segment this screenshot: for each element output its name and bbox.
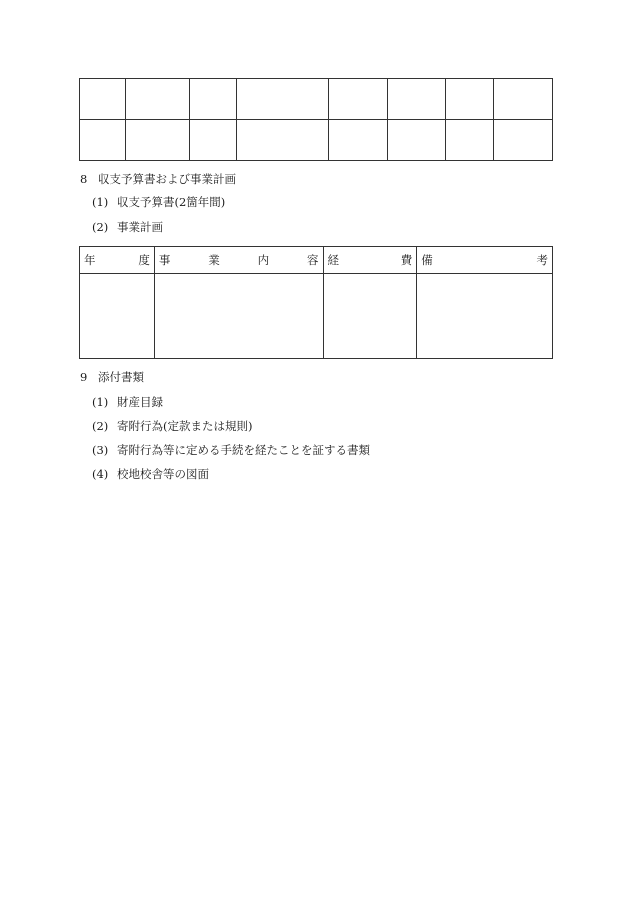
header-business-content <box>154 247 323 274</box>
list-item <box>92 220 163 234</box>
table-cell <box>125 79 189 120</box>
item-text: 寄附行為等に定める手続を経たことを証する書類 <box>117 443 370 457</box>
section-number: 9 <box>80 370 88 384</box>
header-char: 度 <box>138 253 150 267</box>
list-item <box>92 443 370 457</box>
table-cell <box>388 120 446 161</box>
section-title: 添付書類 <box>98 370 144 384</box>
item-number: (2) <box>92 419 109 433</box>
table-row <box>80 79 553 120</box>
item-text: 収支予算書(2箇年間) <box>117 195 226 209</box>
section-8-heading <box>80 172 236 186</box>
header-char: 業 <box>208 253 220 267</box>
table-cell <box>236 120 329 161</box>
header-expenses <box>323 247 417 274</box>
table-cell <box>417 274 553 359</box>
header-char: 事 <box>158 253 171 267</box>
table-row <box>80 120 553 161</box>
table-row <box>80 274 553 359</box>
table-header-row <box>80 247 553 274</box>
header-char: 考 <box>536 253 548 267</box>
item-text: 校地校舎等の図面 <box>117 467 209 481</box>
item-text: 財産目録 <box>117 395 163 409</box>
section-title: 収支予算書および事業計画 <box>98 172 236 186</box>
table-cell <box>125 120 189 161</box>
list-item <box>92 419 252 433</box>
table-cell <box>189 79 236 120</box>
header-char: 年 <box>84 253 96 267</box>
header-char: 備 <box>421 253 433 267</box>
list-item <box>92 467 209 481</box>
item-number: (1) <box>92 395 109 409</box>
item-number: (3) <box>92 443 109 457</box>
table-cell <box>494 120 553 161</box>
item-number: (4) <box>92 467 109 481</box>
header-char: 費 <box>400 253 413 267</box>
table-cell <box>236 79 329 120</box>
list-item <box>92 195 225 209</box>
item-text: 事業計画 <box>117 220 163 234</box>
table-cell <box>329 120 388 161</box>
business-plan-table <box>79 246 553 359</box>
table-cell <box>446 79 494 120</box>
table-cell <box>446 120 494 161</box>
header-char: 経 <box>327 253 339 267</box>
section-number: 8 <box>80 172 88 186</box>
table-cell <box>388 79 446 120</box>
table-cell <box>494 79 553 120</box>
table-cell <box>80 120 126 161</box>
table-cell <box>323 274 417 359</box>
item-number: (1) <box>92 195 109 209</box>
table-cell <box>154 274 323 359</box>
header-char: 内 <box>257 253 270 267</box>
header-char: 容 <box>306 253 319 267</box>
list-item <box>92 395 163 409</box>
item-text: 寄附行為(定款または規則) <box>117 419 253 433</box>
table-cell <box>189 120 236 161</box>
table-cell <box>80 79 126 120</box>
header-remarks <box>417 247 553 274</box>
blank-table <box>79 78 553 161</box>
table-cell <box>80 274 155 359</box>
header-year <box>80 247 155 274</box>
table-cell <box>329 79 388 120</box>
item-number: (2) <box>92 220 109 234</box>
section-9-heading <box>80 370 144 384</box>
